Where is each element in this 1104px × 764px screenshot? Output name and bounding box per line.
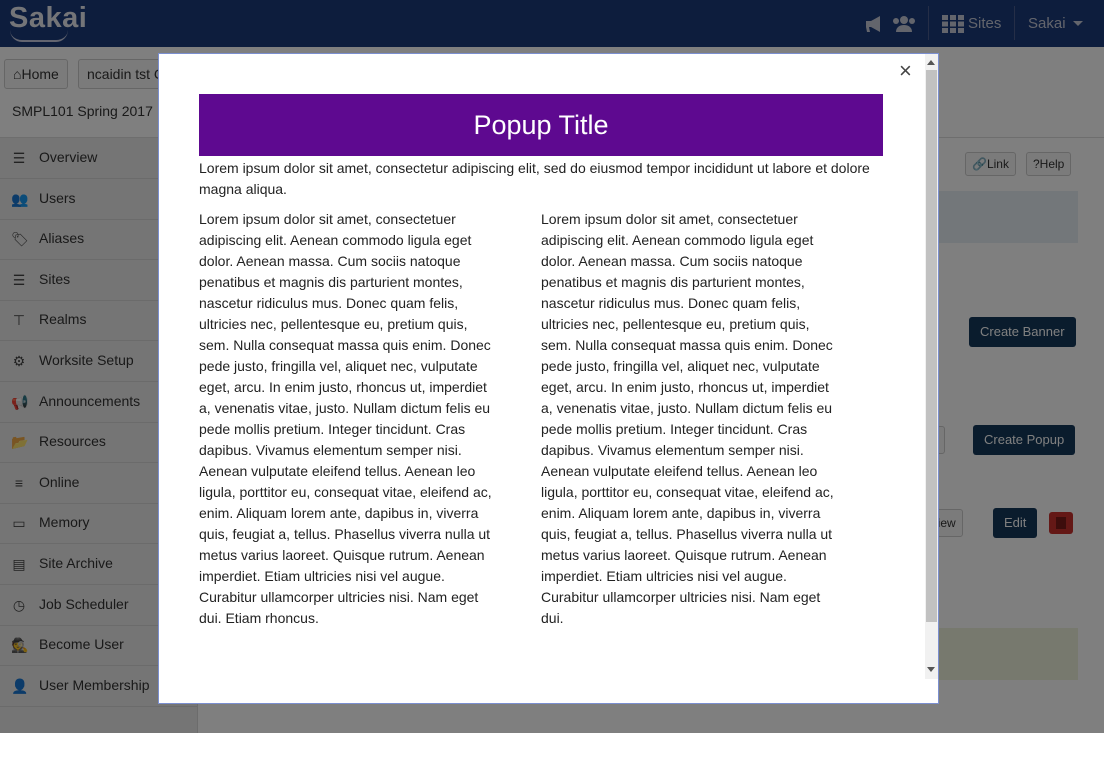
scroll-down-arrow-icon[interactable] (927, 667, 935, 672)
scroll-thumb[interactable] (926, 70, 937, 622)
modal-scrollbar[interactable] (925, 54, 938, 679)
close-icon[interactable]: × (899, 58, 912, 83)
popup-modal (158, 53, 939, 704)
page-footer-gap (0, 733, 1104, 764)
scroll-up-arrow-icon[interactable] (927, 60, 935, 65)
popup-intro-text: Lorem ipsum dolor sit amet, consectetur adipiscing elit, sed do eiusmod tempor incididunt ut labore et dolore magna aliqua. (199, 160, 870, 197)
popup-title: Popup Title (199, 94, 883, 156)
popup-column-right: Lorem ipsum dolor sit amet, consectetuer adipiscing elit. Aenean commodo ligula eget dolor. Aenean massa. Cum sociis natoque penatibus et magnis dis parturient montes, nascetur ridiculus mus. Donec quam felis, ultricies nec, pellentesque eu, pretium quis, sem. Nulla consequat massa quis enim. Donec pede justo, fringilla vel, aliquet nec, vulputate eget, arcu. In enim justo, rhoncus ut, imperdiet a, venenatis vitae, justo. Nullam dictum felis eu pede mollis pretium. Integer tincidunt. Cras dapibus. Vivamus elementum semper nisi. Aenean vulputate eleifend tellus. Aenean leo ligula, porttitor eu, consequat vitae, eleifend ac, enim. Aliquam lorem ante, dapibus in, viverra quis, feugiat a, tellus. Phasellus viverra nulla ut metus varius laoreet. Quisque rutrum. Aenean imperdiet. Etiam ultricies nisi vel augue. Curabitur ullamcorper ultricies nisi. Nam eget dui. (541, 211, 834, 626)
popup-column-left: Lorem ipsum dolor sit amet, consectetuer adipiscing elit. Aenean commodo ligula eget dolor. Aenean massa. Cum sociis natoque penatibus et magnis dis parturient montes, nascetur ridiculus mus. Donec quam felis, ultricies nec, pellentesque eu, pretium quis, sem. Nulla consequat massa quis enim. Donec pede justo, fringilla vel, aliquet nec, vulputate eget, arcu. In enim justo, rhoncus ut, imperdiet a, venenatis vitae, justo. Nullam dictum felis eu pede mollis pretium. Integer tincidunt. Cras dapibus. Vivamus elementum semper nisi. Aenean vulputate eleifend tellus. Aenean leo ligula, porttitor eu, consequat vitae, eleifend ac, enim. Aliquam lorem ante, dapibus in, viverra quis, feugiat a, tellus. Phasellus viverra nulla ut metus varius laoreet. Quisque rutrum. Aenean imperdiet. Etiam ultricies nisi vel augue. Curabitur ullamcorper ultricies nisi. Nam eget dui. Etiam rhoncus. (199, 211, 492, 626)
